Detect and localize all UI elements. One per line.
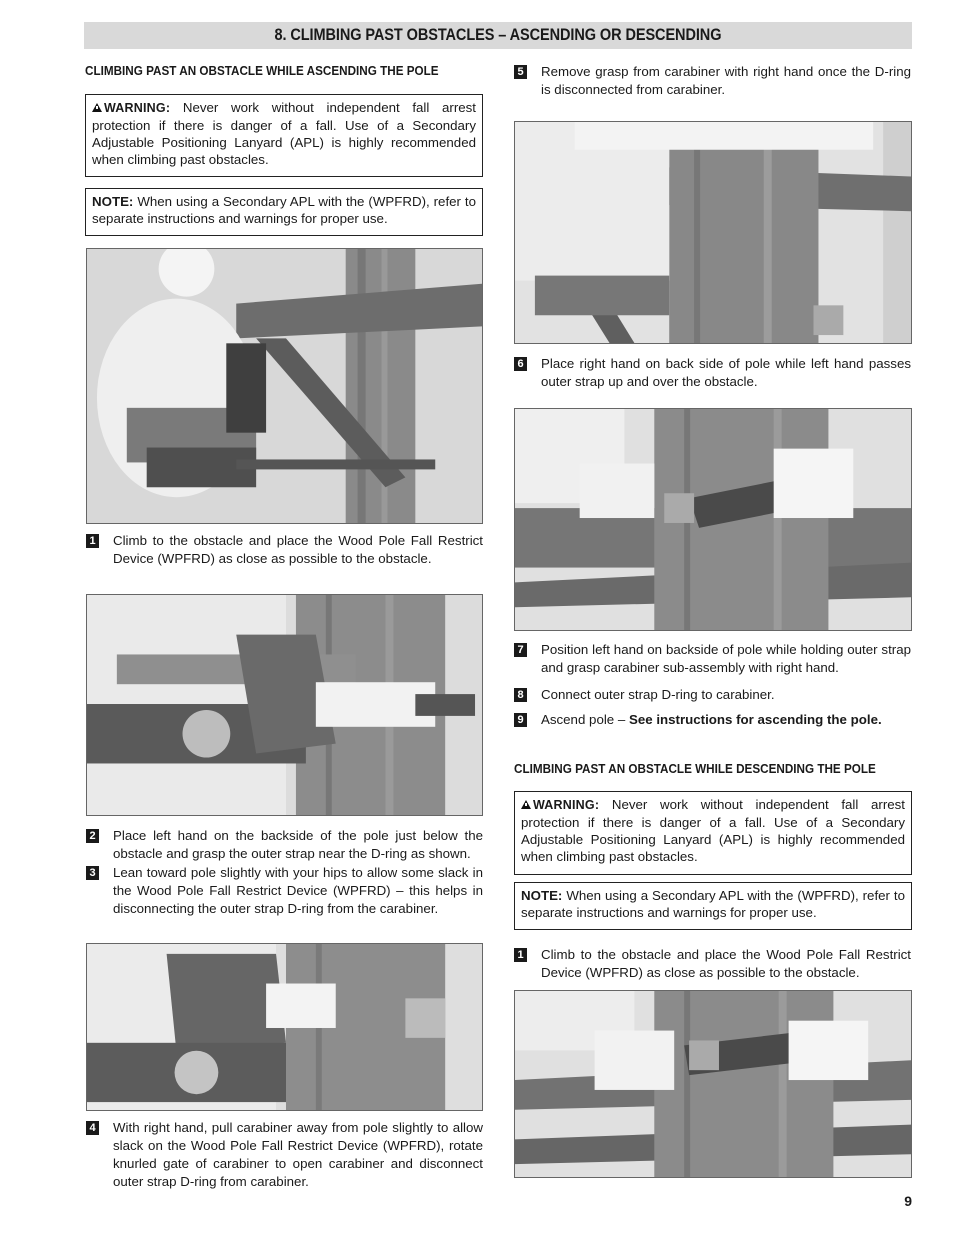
- ascending-note-box: [85, 188, 483, 236]
- section-title: 8. CLIMBING PAST OBSTACLES – ASCENDING OR DESCENDING: [274, 26, 722, 44]
- note-text: When using a Secondary APL with the (WPFRD), refer to separate instructions and warnings for proper use.: [521, 888, 905, 920]
- step-9-reference: See instructions for ascending the pole.: [628, 712, 882, 727]
- photo-descending-obstacle-graphic: [515, 991, 911, 1177]
- step-number: 1: [514, 948, 527, 962]
- photo-release-carabiner-graphic: [515, 122, 911, 343]
- photo-grasp-outer-strap: [86, 594, 483, 816]
- step-text: Lean toward pole slightly with your hips to allow some slack in the Wood Pole Fall Restrict Device (WPFRD) – this helps in disconnecting the outer strap D-ring from the carabiner.: [113, 865, 483, 916]
- photo-open-carabiner: [86, 943, 483, 1111]
- step-number: 8: [514, 688, 527, 702]
- warning-label: WARNING:: [104, 101, 171, 115]
- descending-warning-box: [514, 791, 912, 875]
- step-number: 1: [86, 534, 99, 548]
- step-number: 9: [514, 713, 527, 727]
- ascending-heading: CLIMBING PAST AN OBSTACLE WHILE ASCENDING THE POLE: [85, 63, 439, 78]
- step-text: Climb to the obstacle and place the Wood Pole Fall Restrict Device (WPFRD) as close as possible to the obstacle.: [113, 533, 483, 566]
- warning-triangle-icon: [521, 800, 531, 809]
- step-text: Climb to the obstacle and place the Wood Pole Fall Restrict Device (WPFRD) as close as possible to the obstacle.: [541, 947, 911, 980]
- step-text: Place right hand on back side of pole while left hand passes outer strap up and over the obstacle.: [541, 356, 911, 389]
- photo-descending-obstacle: [514, 990, 912, 1178]
- descending-heading: CLIMBING PAST AN OBSTACLE WHILE DESCENDING THE POLE: [514, 761, 876, 776]
- descending-note-box: [514, 882, 912, 930]
- photo-open-carabiner-graphic: [87, 944, 482, 1110]
- step-number: 2: [86, 829, 99, 843]
- section-title-banner: [84, 22, 912, 49]
- photo-pass-strap-over-obstacle-graphic: [515, 409, 911, 630]
- page-number: 9: [904, 1193, 912, 1209]
- warning-triangle-icon: [92, 103, 102, 112]
- step-number: 3: [86, 866, 99, 880]
- photo-release-carabiner: [514, 121, 912, 344]
- note-label: NOTE:: [521, 888, 563, 903]
- ascending-step-7: [514, 641, 911, 677]
- ascending-step-5: [514, 63, 911, 99]
- ascending-step-4: [86, 1119, 483, 1191]
- step-text: With right hand, pull carabiner away from pole slightly to allow slack on the Wood Pole Fall Restrict Device (WPFRD), rotate knurled gate of carabiner to open carabiner and disconnect outer strap D-ring from carabiner.: [113, 1120, 483, 1189]
- ascending-step-6: [514, 355, 911, 391]
- step-text: Connect outer strap D-ring to carabiner.: [541, 687, 775, 702]
- photo-climb-to-obstacle-graphic: [87, 249, 482, 523]
- step-text: Ascend pole – See instructions for ascending the pole.: [541, 712, 882, 727]
- step-number: 5: [514, 65, 527, 79]
- ascending-step-3: [86, 864, 483, 918]
- step-number: 6: [514, 357, 527, 371]
- ascending-step-2: [86, 827, 483, 863]
- step-text: Place left hand on the backside of the pole just below the obstacle and grasp the outer strap near the D-ring as shown.: [113, 828, 483, 861]
- step-text: Position left hand on backside of pole while holding outer strap and grasp carabiner sub-assembly with right hand.: [541, 642, 911, 675]
- photo-climb-to-obstacle: [86, 248, 483, 524]
- warning-text: Never work without independent fall arrest protection if there is danger of a fall. Use of a Secondary Adjustable Positioning Lanyard (APL) is highly recommended when climbing past obstacles.: [521, 797, 905, 864]
- step-number: 4: [86, 1121, 99, 1135]
- ascending-warning-box: [85, 94, 483, 177]
- ascending-step-1: [86, 532, 483, 568]
- step-text: Remove grasp from carabiner with right hand once the D-ring is disconnected from carabiner.: [541, 64, 911, 97]
- step-number: 7: [514, 643, 527, 657]
- descending-step-1: [514, 946, 911, 982]
- photo-grasp-outer-strap-graphic: [87, 595, 482, 815]
- note-label: NOTE:: [92, 194, 134, 209]
- warning-text: Never work without independent fall arrest protection if there is danger of a fall. Use of a Secondary Adjustable Positioning Lanyard (APL) is highly recommended when climbing past obstacles.: [92, 100, 476, 167]
- warning-label: WARNING:: [533, 798, 600, 812]
- ascending-step-8: [514, 686, 911, 704]
- photo-pass-strap-over-obstacle: [514, 408, 912, 631]
- ascending-step-9: [514, 711, 911, 729]
- note-text: When using a Secondary APL with the (WPFRD), refer to separate instructions and warnings for proper use.: [92, 194, 476, 226]
